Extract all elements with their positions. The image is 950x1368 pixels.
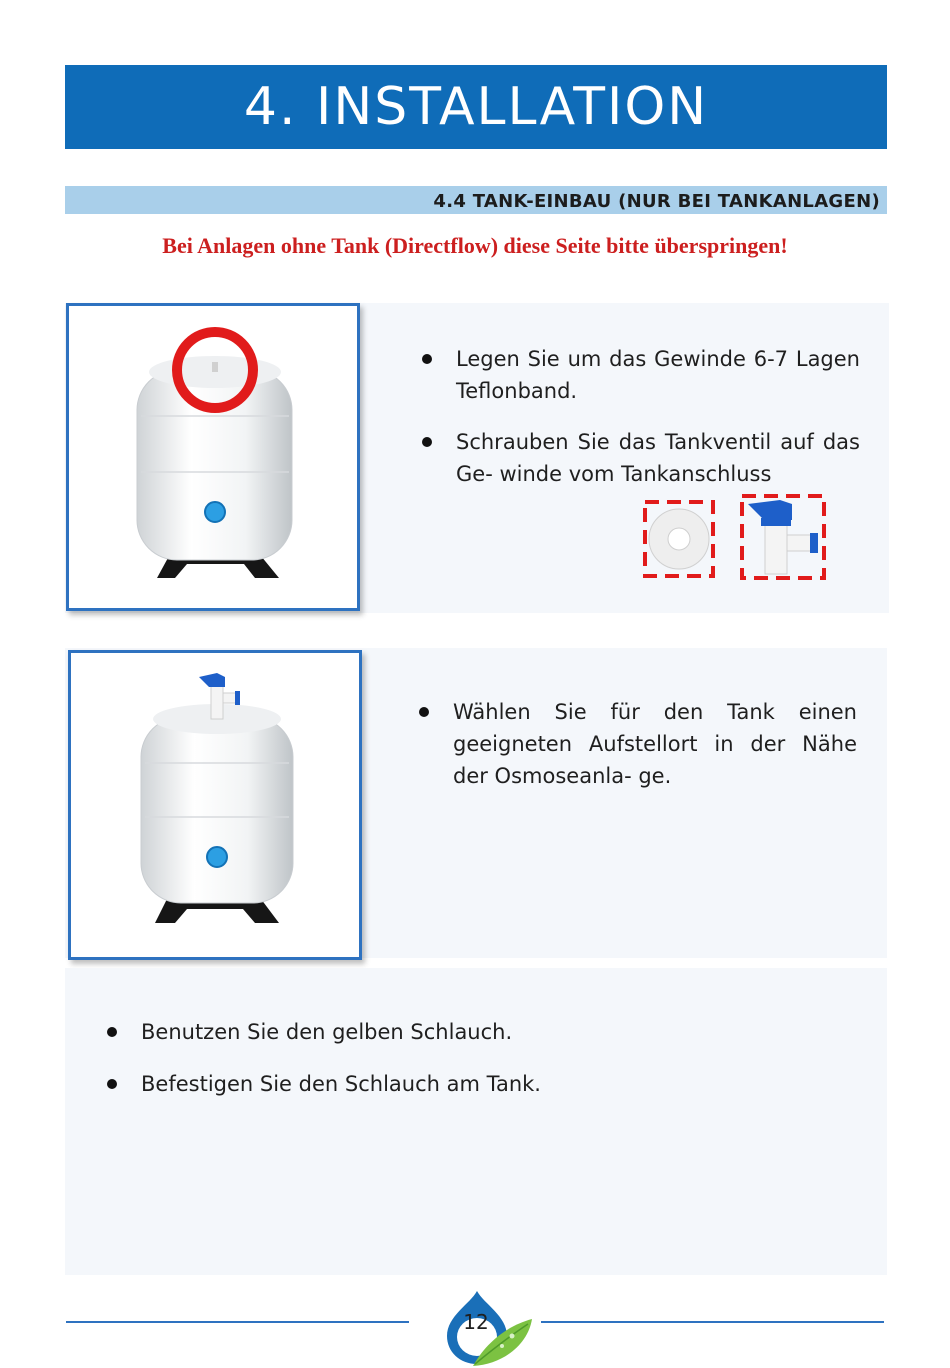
tank-with-valve-icon [71, 653, 359, 957]
pressure-tank-icon [69, 306, 357, 608]
step1-bullet-list [420, 343, 860, 509]
list-item: Schrauben Sie das Tankventil auf das Ge- winde vom Tankanschluss [420, 426, 860, 490]
list-item: Befestigen Sie den Schlauch am Tank. [105, 1068, 805, 1100]
header-bar [65, 65, 887, 149]
list-item: Wählen Sie für den Tank einen geeigneten Aufstellort in der Nähe der Osmoseanla- ge. [417, 696, 857, 792]
step3-bullet-list [105, 1016, 805, 1120]
list-item: Benutzen Sie den gelben Schlauch. [105, 1016, 805, 1048]
parts-illustration [640, 490, 830, 590]
teflon-tape-icon [645, 502, 713, 576]
page-number: 12 [463, 1310, 489, 1334]
page-title: 4. INSTALLATION [243, 77, 709, 137]
section-title: 4.4 TANK-EINBAU (NUR BEI TANKANLAGEN) [433, 191, 880, 212]
step2-bullet-list [417, 696, 857, 811]
list-item: Legen Sie um das Gewinde 6-7 Lagen Teflonband. [420, 343, 860, 407]
tank-valve-icon [742, 496, 824, 578]
footer-line-left [66, 1321, 409, 1323]
step2-image-frame [68, 650, 362, 960]
step1-image-frame [66, 303, 360, 611]
section-bar [65, 186, 887, 214]
step3-panel [65, 968, 887, 1275]
warning-note: Bei Anlagen ohne Tank (Directflow) diese Seite bitte überspringen! [162, 233, 788, 258]
footer-line-right [541, 1321, 884, 1323]
